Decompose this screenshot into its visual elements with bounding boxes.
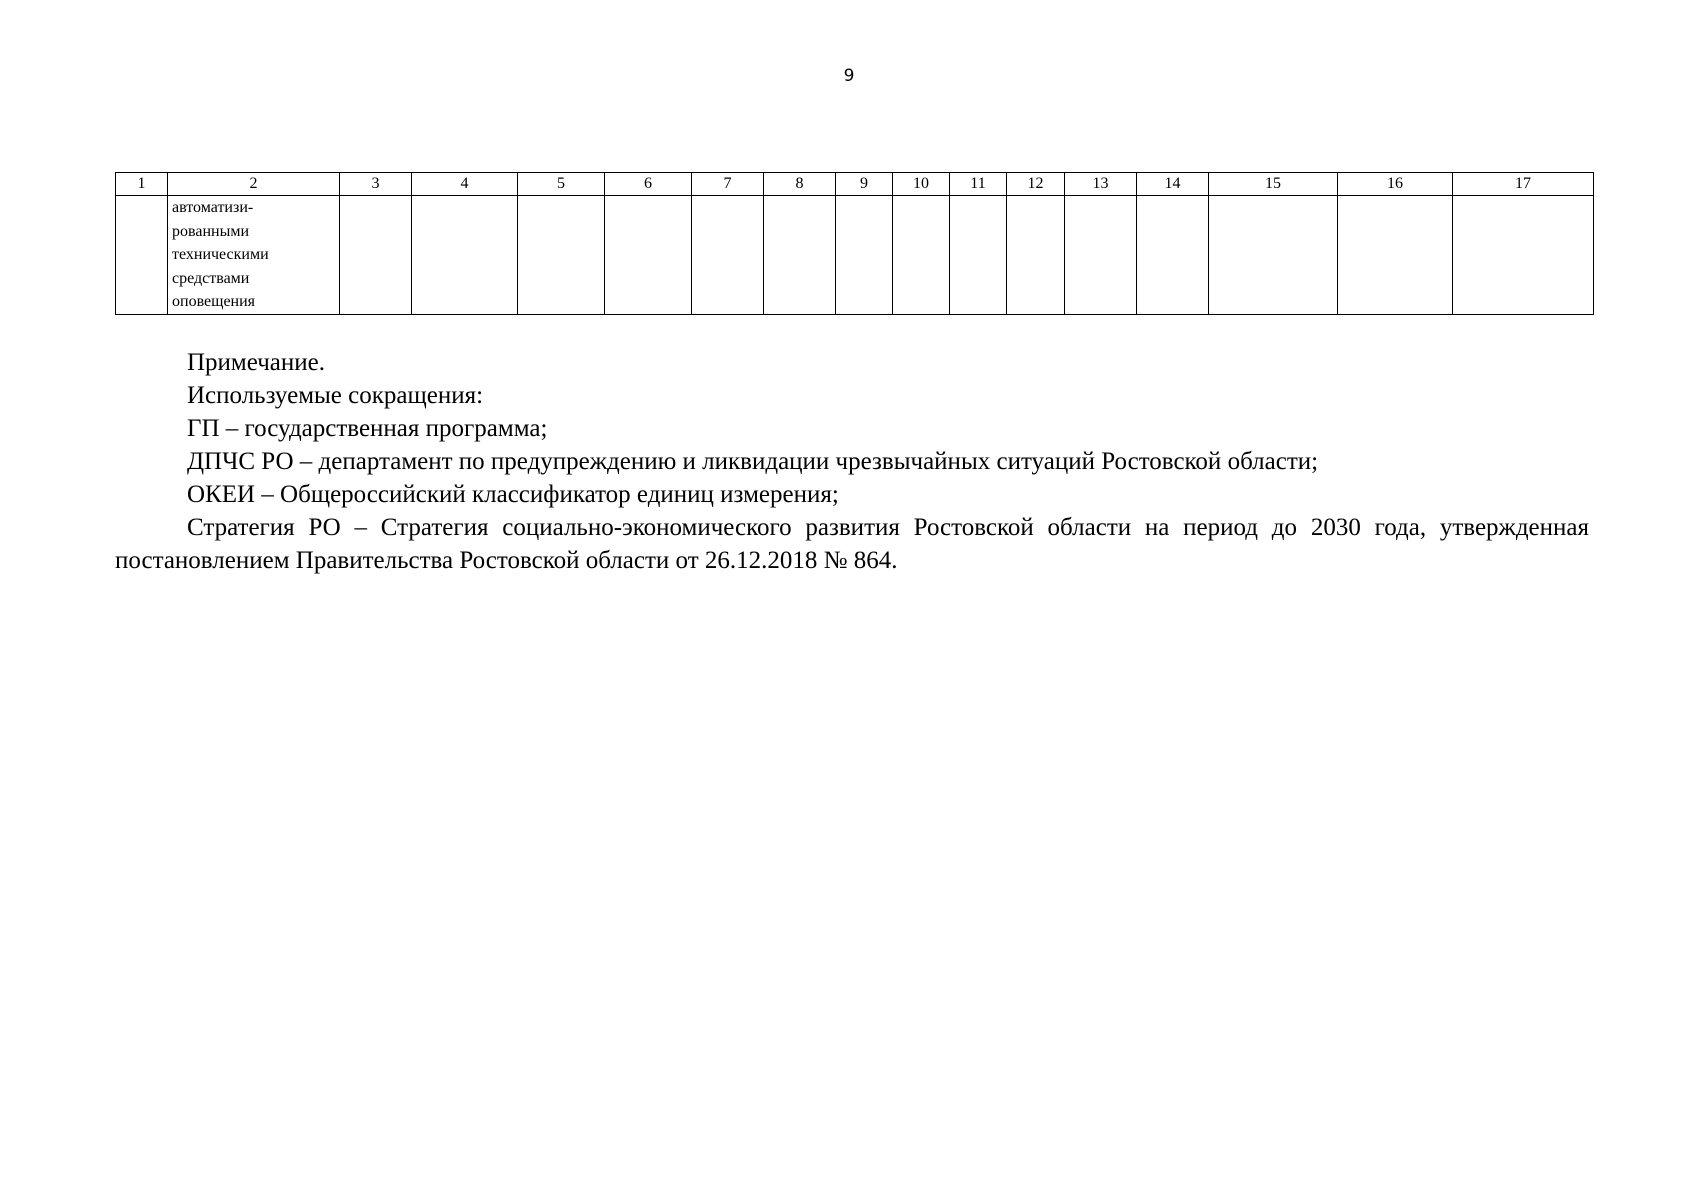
table-cell (1007, 196, 1065, 315)
cell-text-line: оповещения (172, 293, 256, 310)
column-header: 8 (764, 173, 836, 196)
table-cell (836, 196, 893, 315)
column-header: 4 (412, 173, 518, 196)
table-cell-description (168, 196, 340, 315)
table-cell (605, 196, 692, 315)
table-cell (412, 196, 518, 315)
table-cell (1137, 196, 1209, 315)
column-header: 16 (1338, 173, 1453, 196)
table-cell (764, 196, 836, 315)
table-cell (1453, 196, 1594, 315)
column-header: 6 (605, 173, 692, 196)
column-header: 2 (168, 173, 340, 196)
cell-text-line: автоматизи- (172, 199, 254, 216)
column-header: 14 (1137, 173, 1209, 196)
cell-text-line: рованными (172, 222, 250, 240)
column-header: 11 (950, 173, 1007, 196)
cell-text-line: средствами (172, 269, 250, 287)
notes-section (115, 346, 1589, 577)
column-header: 5 (518, 173, 605, 196)
table-cell (1338, 196, 1453, 315)
column-header: 12 (1007, 173, 1065, 196)
table-cell (1209, 196, 1338, 315)
table-cell (340, 196, 412, 315)
table-row (116, 196, 1594, 315)
table-cell (1065, 196, 1137, 315)
column-header: 15 (1209, 173, 1338, 196)
abbreviation-item: ДПЧС РО – департамент по предупреждению и ликвидации чрезвычайных ситуаций Ростовской области; (187, 448, 1319, 475)
cell-text-line: техническими (172, 246, 269, 263)
abbreviation-item: Стратегия РО – Стратегия социально-экономического развития Ростовской области на период до 2030 года, утвержденная постановлением Правительства Ростовской области от 26.12.2018 № 864. (115, 514, 1589, 574)
abbreviation-item: ОКЕИ – Общероссийский классификатор единиц измерения; (187, 481, 839, 508)
column-header: 7 (692, 173, 764, 196)
abbreviation-item: ГП – государственная программа; (187, 415, 548, 442)
column-header: 9 (836, 173, 893, 196)
data-table (115, 172, 1594, 315)
table-cell (518, 196, 605, 315)
page-number: 9 (843, 66, 855, 86)
column-header: 17 (1453, 173, 1594, 196)
table-cell (893, 196, 950, 315)
table-cell (950, 196, 1007, 315)
column-header: 1 (116, 173, 168, 196)
column-header: 13 (1065, 173, 1137, 196)
column-header: 3 (340, 173, 412, 196)
table-header-row (116, 173, 1594, 196)
table-cell (692, 196, 764, 315)
column-header: 10 (893, 173, 950, 196)
table-cell (116, 196, 168, 315)
notes-intro: Используемые сокращения: (187, 382, 484, 409)
notes-heading: Примечание. (187, 349, 326, 376)
